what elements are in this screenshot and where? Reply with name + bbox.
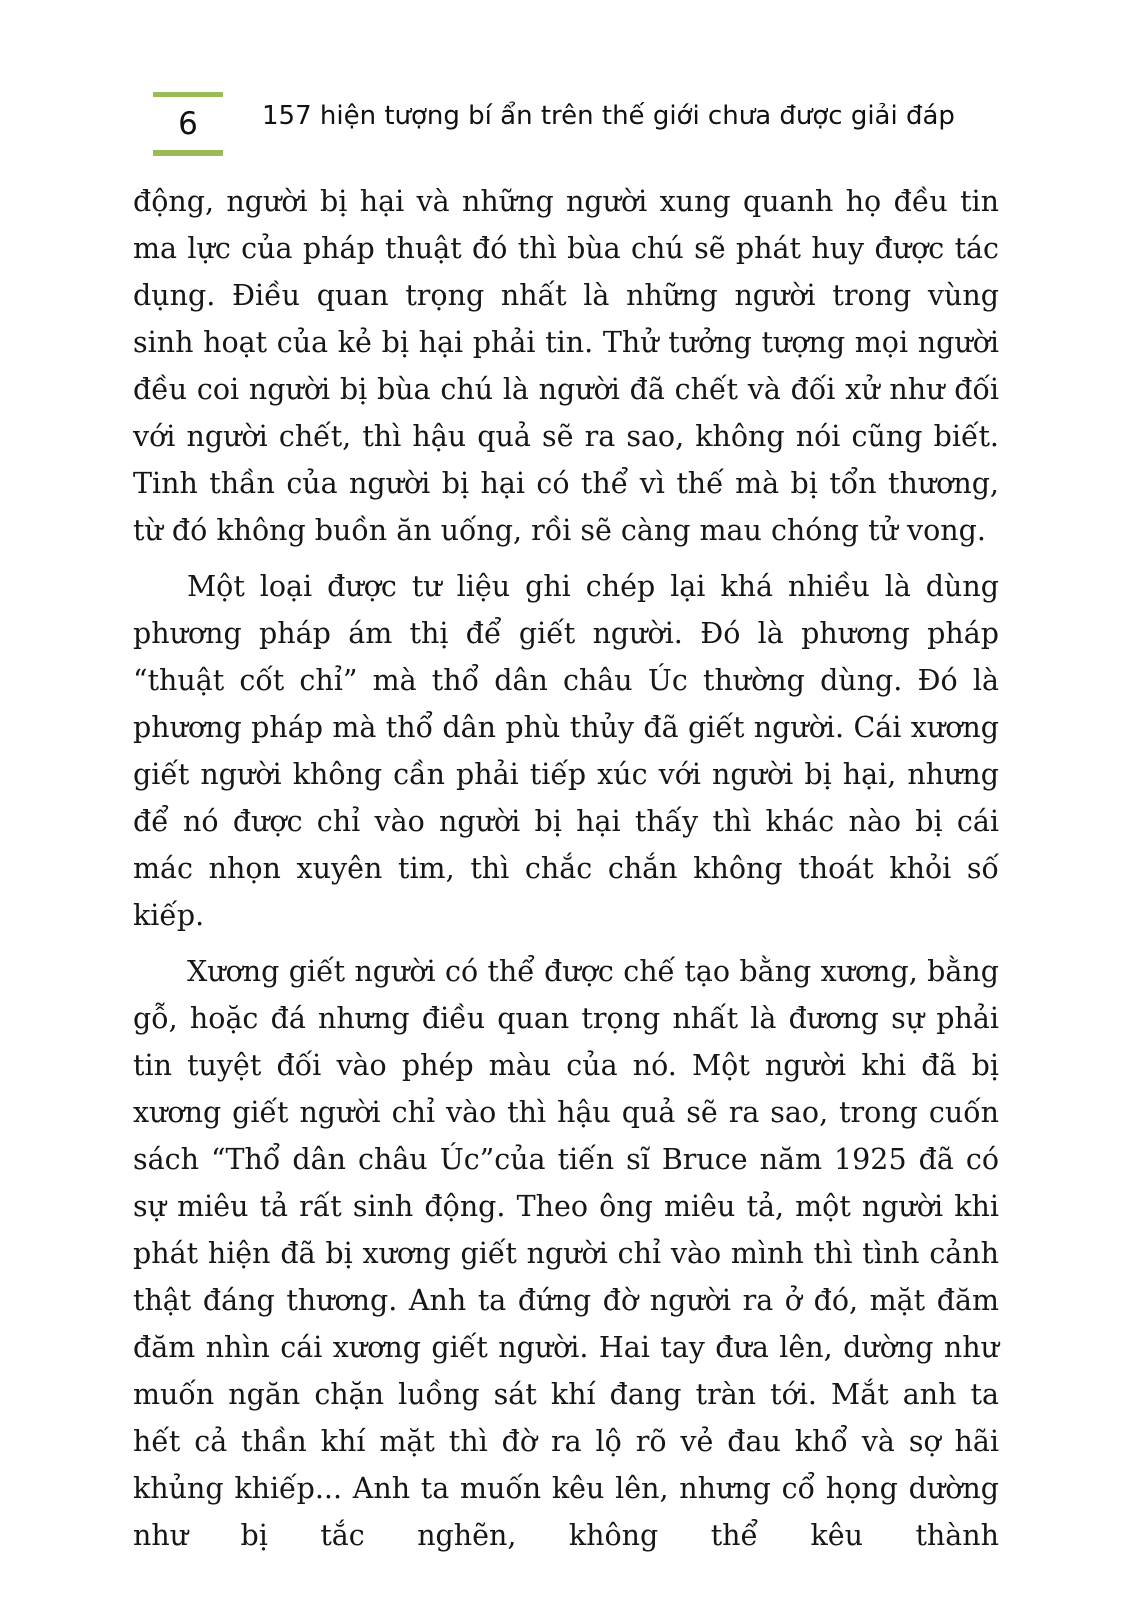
paragraph: Xương giết người có thể được chế tạo bằng xương, bằng gỗ, hoặc đá nhưng điều quan trọng nhất là đương sự phải tin tuyệt đối vào phép màu của nó. Một người khi đã bị xương giết người chỉ vào thì hậu quả sẽ ra sao, trong cuốn sách “Thổ dân châu Úc”của tiến sĩ Bruce năm 1925 đã có sự miêu tả rất sinh động. Theo ông miêu tả, một người khi phát hiện đã bị xương giết người chỉ vào mình thì tình cảnh thật đáng thương. Anh ta đứng đờ người ra ở đó, mặt đăm đăm nhìn cái xương giết người. Hai tay đưa lên, dường như muốn ngăn chặn luồng sát khí đang tràn tới. Mắt anh ta hết cả thần khí mặt thì đờ ra lộ rõ vẻ đau khổ và sợ hãi khủng khiếp... Anh ta muốn kêu lên, nhưng cổ họng dường như bị tắc nghẽn, không thể kêu thành <box>133 955 999 1552</box>
paragraph-continued: động, người bị hại và những người xung quanh họ đều tin ma lực của pháp thuật đó thì bùa chú sẽ phát huy được tác dụng. Điều quan trọng nhất là những người trong vùng sinh hoạt của kẻ bị hại phải tin. Thử tưởng tượng mọi người đều coi người bị bùa chú là người đã chết và đối xử như đối với người chết, thì hậu quả sẽ ra sao, không nói cũng biết. Tinh thần của người bị hại có thể vì thế mà bị tổn thương, từ đó không buồn ăn uống, rồi sẽ càng mau chóng tử vong. <box>133 185 999 547</box>
page-number: 6 <box>178 106 198 142</box>
header-accent-rule-top <box>153 92 223 97</box>
body-text <box>133 178 999 1568</box>
paragraph: Một loại được tư liệu ghi chép lại khá nhiều là dùng phương pháp ám thị để giết người. Đó là phương pháp “thuật cốt chỉ” mà thổ dân châu Úc thường dùng. Đó là phương pháp mà thổ dân phù thủy đã giết người. Cái xương giết người không cần phải tiếp xúc với người bị hại, nhưng để nó được chỉ vào người bị hại thấy thì khác nào bị cái mác nhọn xuyên tim, thì chắc chắn không thoát khỏi số kiếp. <box>133 570 999 932</box>
running-title: 157 hiện tượng bí ẩn trên thế giới chưa được giải đáp <box>262 101 955 131</box>
header-accent-rule-bottom <box>153 150 223 156</box>
page-header <box>0 0 1132 170</box>
